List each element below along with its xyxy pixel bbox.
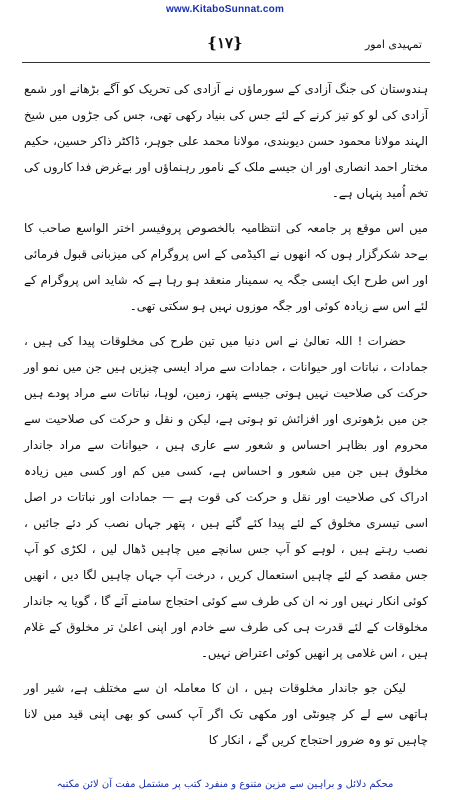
page-number: {۱۷} [207, 34, 243, 52]
paragraph: لیکن جو جاندار مخلوقات ہیں ، ان کا معاملہ ان سے مختلف ہے، شیر اور ہاتھی سے لے کر چیونٹی اور مکھی تک اگر آپ کسی کو بھی اپنی قید میں لانا چاہیں تو وہ ضرور احتجاج کریں گے ، انکار کا [24, 681, 428, 747]
page-header [26, 34, 424, 58]
footer-banner[interactable]: محکم دلائل و براہین سے مزین متنوع و منفرد کتب پر مشتمل مفت آن لائن مکتبہ [56, 779, 394, 790]
header-rule [22, 62, 430, 63]
paragraph: ہندوستان کی جنگ آزادی کے سورماؤں نے آزادی کی تحریک کو آگے بڑھانے اور شمع آزادی کی لو کو تیز کرنے کے لئے جس کی بنیاد رکھی تھی، جس کی جڑوں میں شیخ الہند مولانا محمود حسن دیوبندی، مولانا محمد علی جوہر، ڈاکٹر ذاکر حسین، حکیم مختار احمد انصاری اور ان جیسے ملک کے نامور رہنماؤں اور بےغرض فدا کاروں کی تخم اُمید پنہاں ہے۔ [24, 82, 428, 200]
site-url[interactable]: www.KitaboSunnat.com [165, 4, 285, 15]
page-body [24, 76, 428, 762]
running-head: تمہیدی امور [364, 38, 422, 51]
paragraph: حضرات ! اللہ تعالیٰ نے اس دنیا میں تین طرح کی مخلوقات پیدا کی ہیں ، جمادات ، نباتات اور حیوانات ، جمادات سے مراد ایسی چیزیں ہیں جن میں نمو اور حرکت کی صلاحیت نہیں ہوتی جیسے پتھر، زمین، لوہا، نباتات سے مراد پودے ہیں جن میں بڑھوتری اور افزائش تو ہوتی ہے، لیکن و نقل و حرکت کی صلاحیت سے محروم اور بظاہر احساس و شعور سے عاری ہیں ، حیوانات سے مراد جاندار مخلوق ہیں جن میں شعور و احساس ہے، کسی میں کم اور کسی میں زیادہ ادراک کی صلاحیت اور نقل و حرکت کی قوت ہے — جمادات اور نباتات در اصل اسی تیسری مخلوق کے لئے پیدا کئے گئے ہیں ، پتھر جہاں نصب کر دئے جائیں ، نصب رہتے ہیں ، لوہے کو آپ جس سانچے میں چاہیں ڈھال لیں ، لکڑی کو آپ جس مقصد کے لئے چاہیں استعمال کریں ، درخت آپ جہاں چاہیں لگا دیں ، انھیں کوئی انکار نہیں اور نہ ان کی طرف سے کوئی احتجاج سامنے آئے گا ، گویا یہ جاندار مخلوقات کے لئے قدرت ہی کی طرف سے خادم اور اپنی اعلیٰ تر مخلوق کے غلام ہیں ، اس غلامی پر انھیں کوئی اعتراض نہیں۔ [24, 334, 428, 660]
paragraph: میں اس موقع پر جامعہ کی انتظامیہ بالخصوص پروفیسر اختر الواسع صاحب کا بےحد شکرگزار ہوں کہ انھوں نے اکیڈمی کے اس پروگرام کی میزبانی قبول فرمائی اور اس طرح ایک ایسی جگہ یہ سمینار منعقد ہو رہا ہے کہ شاید اس پروگرام کے لئے اس سے زیادہ کوئی اور جگہ موزوں نہیں ہو سکتی تھی۔ [24, 221, 428, 313]
